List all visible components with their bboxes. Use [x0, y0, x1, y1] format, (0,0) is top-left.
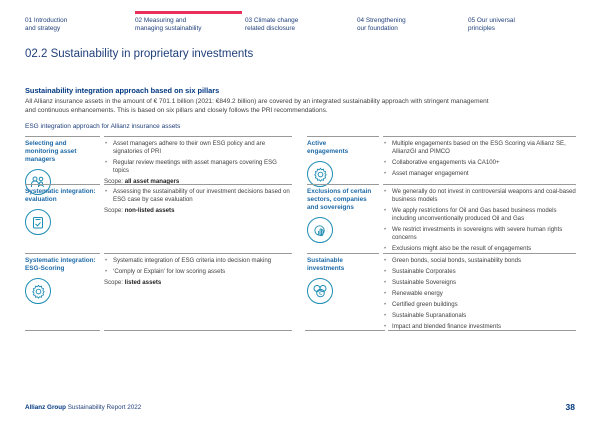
pillar-bullet: • Regular review meetings with asset managers covering ESG topics [104, 159, 292, 175]
nav-item-line2: our foundation [357, 25, 398, 32]
pillar-bullet: • Green bonds, social bonds, sustainability bonds [383, 257, 576, 265]
svg-text:€: € [318, 291, 323, 298]
nav-item-line2: principles [468, 25, 495, 32]
pillar-bullet: • ‘Comply or Explain’ for low scoring assets [104, 268, 292, 276]
pillar-label: Systematic integration: ESG-Scoring [25, 257, 96, 272]
pillar-label: Sustainable investments [307, 257, 345, 272]
table-bottom-rule [25, 330, 100, 331]
pillar-label: Selecting and monitoring asset managers [25, 140, 77, 163]
gear-icon [25, 278, 51, 304]
nav-item-line2: managing sustainability [135, 25, 202, 32]
intro-paragraph: All Allianz insurance assets in the amount of € 701.1 billion (2021: €849.2 billion) are covered by an integrated sustainability approach with stringent management and continuous enhancements. This is based on six pillars and closely follows the PRI recommendations. [25, 98, 489, 114]
table-bottom-rule [104, 330, 292, 331]
footer-report: Sustainability Report 2022 [67, 404, 142, 411]
pillar-bullet: • Renewable energy [383, 290, 576, 298]
pillar-bullet: • Asset managers adhere to their own ESG policy and are signatories of PRI [104, 140, 292, 156]
pillar-bullet: • Asset manager engagement [383, 170, 576, 178]
nav-item-line1: 05 Our universal [468, 17, 515, 24]
page-number: 38 [565, 402, 575, 412]
scope-value: non-listed assets [124, 207, 175, 214]
pillar-bullet: • Collaborative engagements via CA100+ [383, 159, 576, 167]
table-bottom-rule [388, 330, 576, 331]
nav-item-introduction[interactable] [25, 17, 125, 33]
pillar-bullet: • We apply restrictions for Oil and Gas based business models including unconventionally produced Oil and Gas [383, 207, 576, 223]
hand-stop-icon [307, 217, 333, 243]
pillar-body-cell [383, 253, 576, 328]
scope-line [104, 279, 292, 287]
nav-item-foundation[interactable] [357, 17, 457, 33]
pillar-body-cell [383, 184, 576, 252]
pillar-body-cell [383, 136, 576, 182]
nav-item-line1: 03 Climate change [245, 17, 299, 24]
pillar-label: Exclusions of certain sectors, companies and sovereigns [307, 188, 372, 211]
scope-value: all asset managers [124, 178, 180, 185]
table-heading: ESG integration approach for Allianz insurance assets [25, 123, 181, 130]
scope-label: Scope: [104, 207, 123, 214]
pillar-bullet: • Certified green buildings [383, 301, 576, 309]
footer [25, 404, 141, 411]
nav-item-principles[interactable] [468, 17, 568, 33]
pillar-bullet: • Sustainable Supranationals [383, 312, 576, 320]
nav-item-line2: and strategy [25, 25, 61, 32]
pillar-bullet: • Impact and blended finance investments [383, 323, 576, 331]
pillar-bullet: • Multiple engagements based on the ESG Scoring via Allianz SE, AllianzGI and PIMCO [383, 140, 576, 156]
checklist-icon [25, 209, 51, 235]
table-bottom-rule [305, 330, 385, 331]
chapter-nav [0, 0, 600, 40]
nav-item-measuring[interactable] [135, 17, 235, 33]
pillar-label: Systematic integration: evaluation [25, 188, 96, 203]
scope-value: listed assets [124, 279, 162, 286]
section-heading: Sustainability integration approach based on six pillars [25, 86, 220, 95]
pillar-bullet: • Assessing the sustainability of our investment decisions based on ESG case by case evaluation [104, 188, 292, 204]
pillar-bullet: • Exclusions might also be the result of engagements [383, 245, 576, 253]
pillar-bullet: • Sustainable Sovereigns [383, 279, 576, 287]
euro-flower-icon [307, 278, 333, 304]
pillar-label-cell [307, 184, 379, 252]
footer-brand: Allianz Group [25, 404, 66, 411]
pillar-bullet: • Sustainable Corporates [383, 268, 576, 276]
pillar-label-cell [25, 136, 100, 182]
pillar-label-cell [307, 136, 379, 182]
nav-item-climate[interactable] [245, 17, 345, 33]
pillar-label: Active engagements [307, 140, 349, 155]
nav-item-line1: 02 Measuring and [135, 17, 187, 24]
nav-item-line2: related disclosure [245, 25, 296, 32]
pillar-label-cell [307, 253, 379, 328]
pillar-body-cell [104, 184, 292, 248]
pillar-label-cell [25, 253, 100, 328]
pillar-bullet: • Systematic integration of ESG criteria into decision making [104, 257, 292, 265]
pillar-bullet: • We generally do not invest in controversial weapons and coal-based business models [383, 188, 576, 204]
nav-item-line1: 04 Strengthening [357, 17, 406, 24]
pillar-label-cell [25, 184, 100, 248]
pillar-bullet: • We restrict investments in sovereigns with severe human rights concerns [383, 226, 576, 242]
page-title: 02.2 Sustainability in proprietary investments [25, 48, 254, 60]
pillar-body-cell [104, 136, 292, 185]
scope-label: Scope: [104, 178, 123, 185]
scope-label: Scope: [104, 279, 123, 286]
pillar-body-cell [104, 253, 292, 328]
scope-line [104, 207, 292, 215]
nav-item-line1: 01 Introduction [25, 17, 68, 24]
